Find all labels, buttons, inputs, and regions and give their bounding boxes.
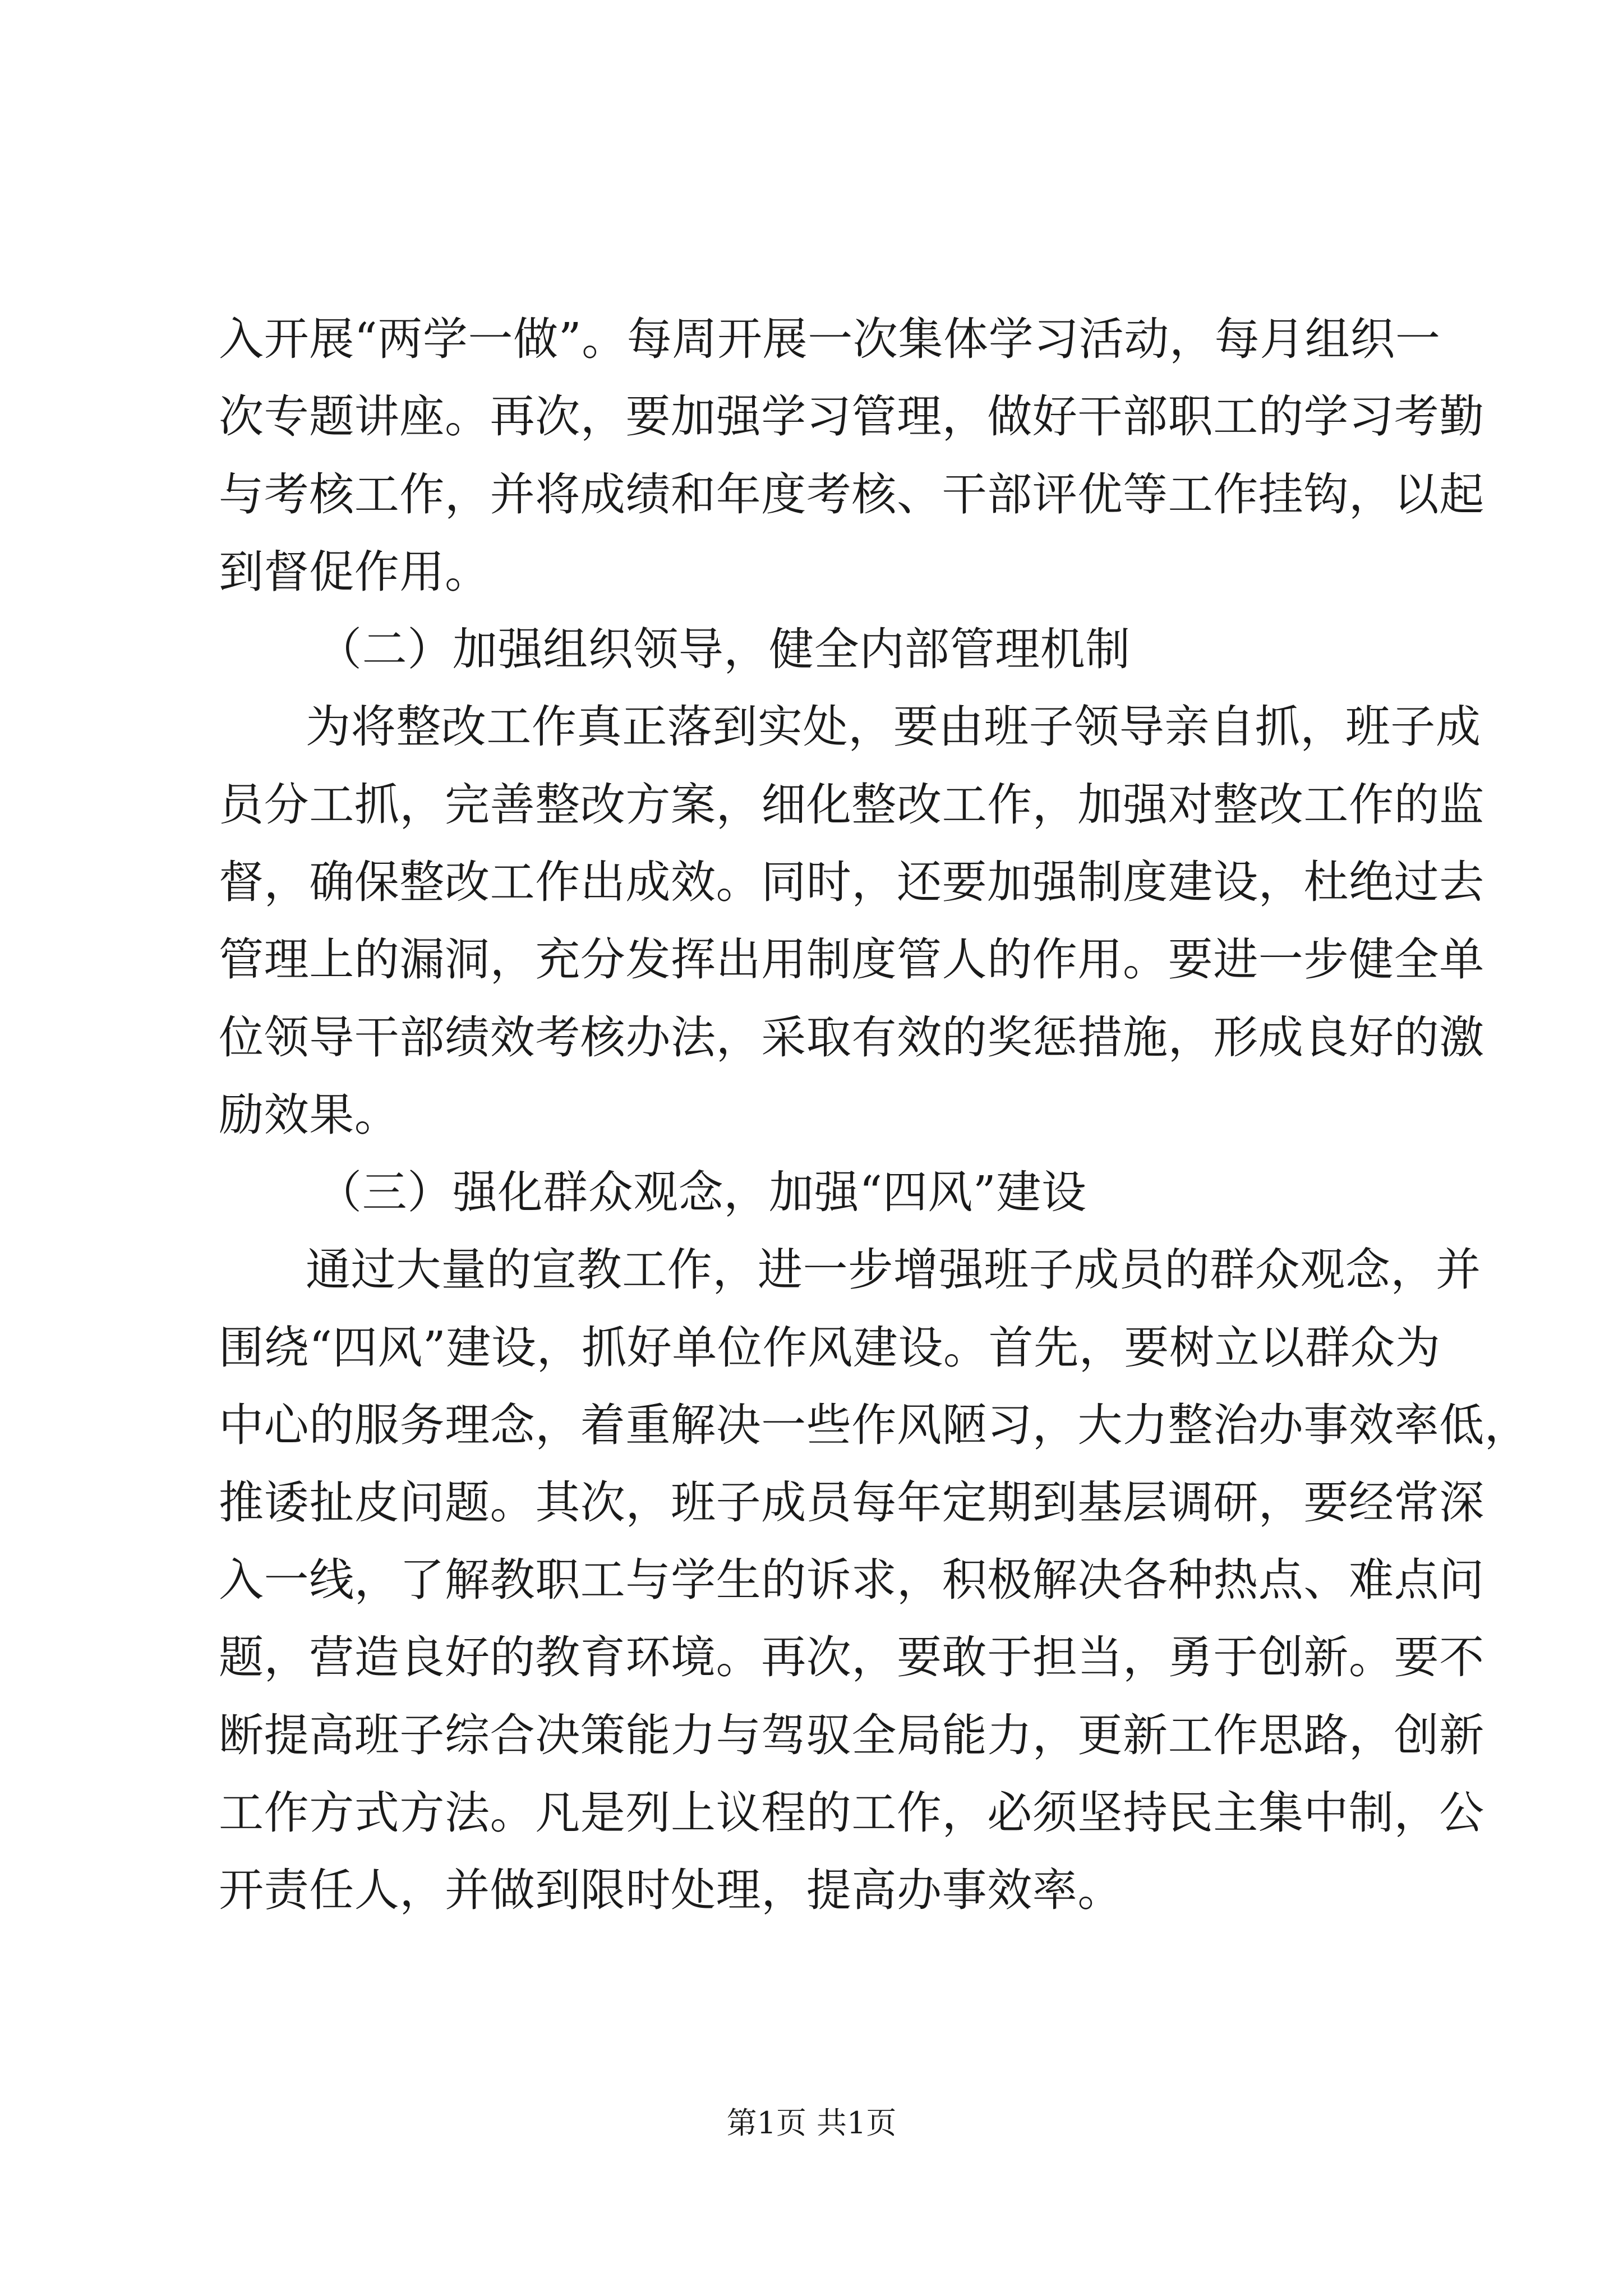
body-text-line: 入一线，了解教职工与学生的诉求，积极解决各种热点、难点问 [219,1554,1484,1606]
body-text-line: 开责任人，并做到限时处理，提高办事效率。 [219,1864,1123,1916]
body-text-line: 推诿扯皮问题。其次，班子成员每年定期到基层调研，要经常深 [219,1476,1484,1529]
page-footer [0,2105,1623,2141]
paragraph-first-line: 为将整改工作真正落到实处，要由班子领导亲自抓，班子成 [306,701,1481,753]
body-text-line: 围绕“四风”建设，抓好单位作风建设。首先，要树立以群众为 [219,1322,1441,1374]
page-number: 第1页 [726,2105,806,2141]
body-text-line: 励效果。 [219,1089,400,1141]
page-total: 共1页 [817,2105,897,2141]
body-text-line: 入开展“两学一做”。每周开展一次集体学习活动，每月组织一 [219,313,1441,365]
section-heading: （三）强化群众观念，加强“四风”建设 [317,1166,1087,1218]
body-text-line: 题，营造良好的教育环境。再次，要敢于担当，勇于创新。要不 [219,1631,1484,1683]
body-text-line: 位领导干部绩效考核办法，采取有效的奖惩措施，形成良好的激 [219,1011,1484,1064]
body-text-line: 次专题讲座。再次，要加强学习管理，做好干部职工的学习考勤 [219,390,1484,443]
body-text-line: 与考核工作，并将成绩和年度考核、干部评优等工作挂钩，以起 [219,468,1484,521]
body-text-line: 督，确保整改工作出成效。同时，还要加强制度建设，杜绝过去 [219,856,1484,908]
body-text-line: 管理上的漏洞，充分发挥出用制度管人的作用。要进一步健全单 [219,933,1484,986]
section-heading: （二）加强组织领导，健全内部管理机制 [317,623,1131,675]
body-text-line: 员分工抓，完善整改方案，细化整改工作，加强对整改工作的监 [219,779,1484,831]
body-text-line: 到督促作用。 [219,546,490,598]
body-text-line: 工作方式方法。凡是列上议程的工作，必须坚持民主集中制，公 [219,1787,1484,1839]
paragraph-first-line: 通过大量的宣教工作，进一步增强班子成员的群众观念，并 [306,1244,1481,1296]
body-text-line: 断提高班子综合决策能力与驾驭全局能力，更新工作思路，创新 [219,1709,1484,1761]
body-text-line: 中心的服务理念，着重解决一些作风陋习，大力整治办事效率低， [219,1399,1530,1451]
